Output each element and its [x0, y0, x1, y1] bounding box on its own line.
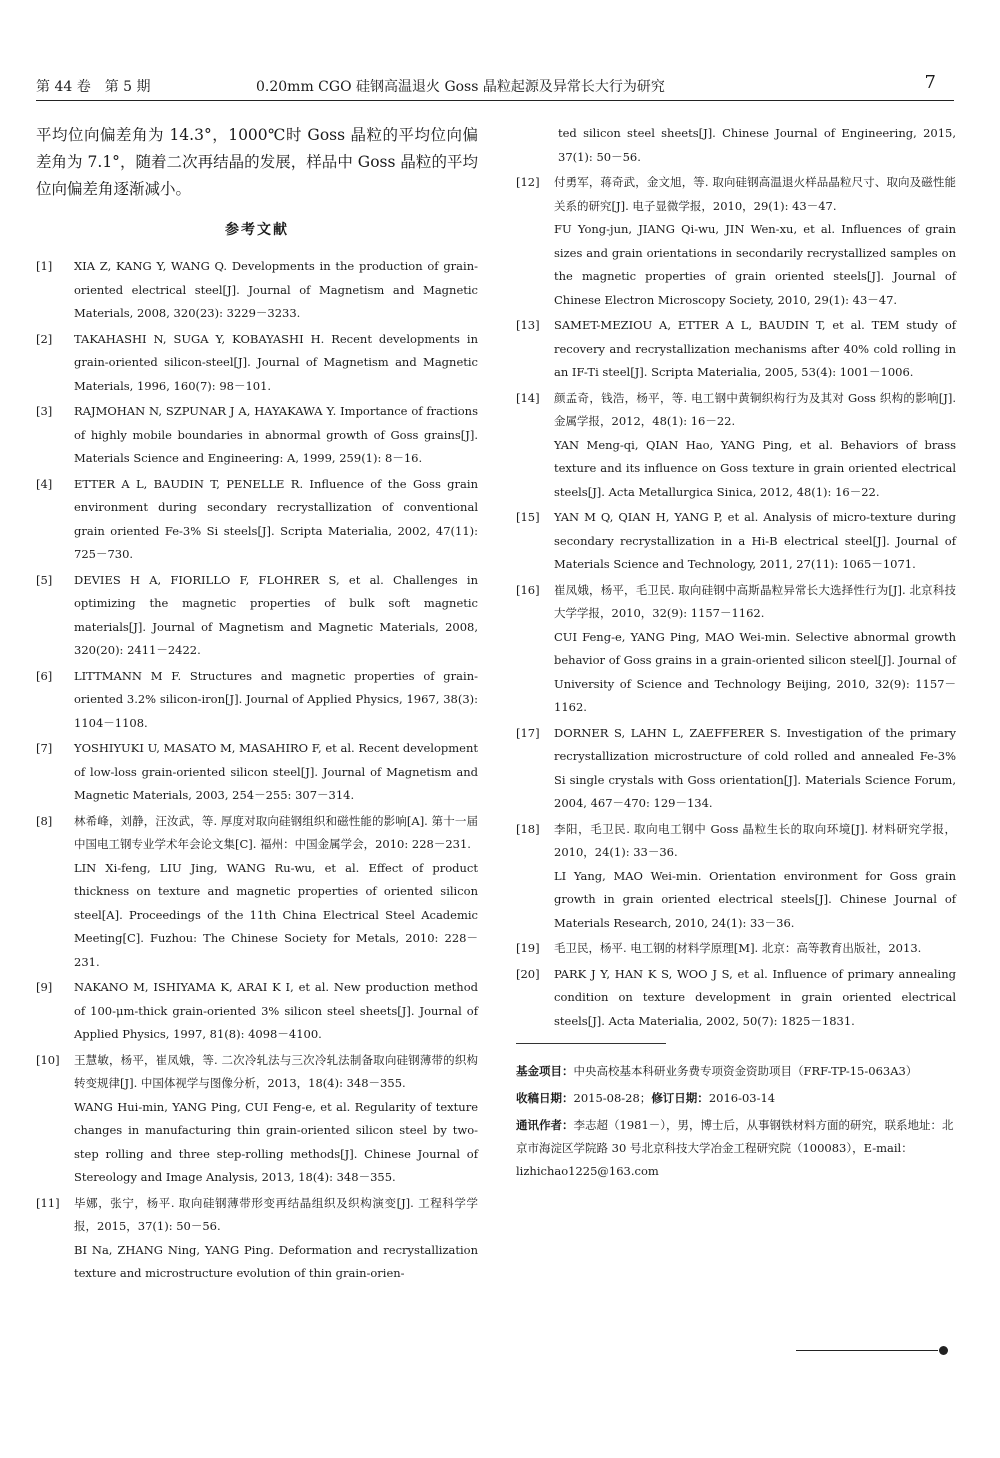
reference-number: [15]	[516, 510, 540, 524]
reference-number: [12]	[516, 175, 540, 189]
reference-item	[36, 473, 478, 567]
corresponding-text: 李志超（1981－），男，博士后，从事钢铁材料方面的研究，联系地址：北京市海淀区学院路 30 号北京科技大学冶金工程研究院（100083），E-mail：lizhichao1225@163.com	[516, 1118, 954, 1178]
reference-continuation: ted silicon steel sheets[J]. Chinese Journal of Engineering, 2015, 37(1): 50－56.	[558, 126, 956, 164]
revised-date: 2016-03-14	[708, 1091, 776, 1105]
reference-text: 李阳，毛卫民. 取向电工钢中 Goss 晶粒生长的取向环境[J]. 材料研究学报，2010，24(1): 33－36.	[554, 821, 956, 859]
reference-item	[36, 1049, 478, 1190]
reference-text: 毛卫民，杨平. 电工钢的材料学原理[M]. 北京：高等教育出版社，2013.	[554, 941, 922, 955]
references-title: 参考文献	[225, 222, 289, 238]
reference-number: [18]	[516, 821, 540, 836]
reference-item	[36, 400, 478, 471]
reference-item	[516, 579, 956, 720]
reference-text: ETTER A L, BAUDIN T, PENELLE R. Influence of the Goss grain environment during secondary recrystallization of conventional grain oriented Fe-3% Si steels[J]. Scripta Materialia, 2002, 47(11): 725－730.	[74, 476, 478, 561]
reference-number: [7]	[36, 741, 53, 755]
page-number: 7	[924, 72, 936, 93]
reference-number: [4]	[36, 476, 53, 491]
received-note	[516, 1087, 956, 1110]
reference-item	[36, 737, 478, 808]
reference-number: [17]	[516, 725, 540, 740]
reference-text-english: WANG Hui-min, YANG Ping, CUI Feng-e, et al. Regularity of texture changes in manufacturing thin grain-oriented silicon steel by two-step rolling and three step-rolling methods[J]. Chinese Journal of Stereology and Image Analysis, 2013, 18(4): 348－355.	[74, 1099, 478, 1184]
reference-text: 林希峰，刘静，汪汝武，等. 厚度对取向硅钢组织和磁性能的影响[A]. 第十一届中国电工钢专业学术年会论文集[C]. 福州：中国金属学会，2010: 228－231.	[74, 813, 478, 851]
corresponding-label: 通讯作者：	[516, 1118, 574, 1132]
reference-item	[516, 171, 956, 312]
reference-number: [8]	[36, 813, 53, 828]
reference-item	[36, 328, 478, 399]
intro-paragraph: 平均位向偏差角为 14.3°，1000℃时 Goss 晶粒的平均位向偏差角为 7.1°，随着二次再结晶的发展，样品中 Goss 晶粒的平均位向偏差角逐渐减小。	[36, 126, 478, 198]
reference-text: 毕娜，张宁，杨平. 取向硅钢薄带形变再结晶组织及织构演变[J]. 工程科学学报，2015，37(1): 50－56.	[74, 1195, 478, 1233]
reference-text-english: YAN Meng-qi, QIAN Hao, YANG Ping, et al. Behaviors of brass texture and its influence on Goss texture in grain oriented electrical steels[J]. Acta Metallurgica Sinica, 2012, 48(1): 16－22.	[554, 437, 956, 499]
reference-text-english: LI Yang, MAO Wei-min. Orientation environment for Goss grain growth in grain oriented electrical steels[J]. Chinese Journal of Materials Research, 2010, 24(1): 33－36.	[554, 868, 956, 930]
received-label: 收稿日期：	[516, 1091, 574, 1105]
footnote-divider	[516, 1043, 666, 1044]
reference-text: RAJMOHAN N, SZPUNAR J A, HAYAKAWA Y. Importance of fractions of highly mobile boundaries in abnormal growth of Goss grains[J]. Materials Science and Engineering: A, 1999, 259(1): 8－16.	[74, 404, 478, 465]
reference-number: [14]	[516, 390, 540, 405]
reference-item	[516, 963, 956, 1034]
running-title: 0.20mm CGO 硅钢高温退火 Goss 晶粒起源及异常长大行为研究	[256, 79, 665, 95]
reference-number: [6]	[36, 668, 53, 683]
reference-item	[36, 255, 478, 326]
reference-item	[516, 387, 956, 505]
reference-item	[36, 665, 478, 736]
fund-label: 基金项目：	[516, 1064, 574, 1078]
reference-text-english: FU Yong-jun, JIANG Qi-wu, JIN Wen-xu, et al. Influences of grain sizes and grain orientations in secondarily recrystallized samples on the magnetic properties of grain oriented steels[J]. Journal of Chinese Electron Microscopy Society, 2010, 29(1): 43－47.	[554, 222, 956, 307]
reference-text-english: CUI Feng-e, YANG Ping, MAO Wei-min. Selective abnormal growth behavior of Goss grains in a grain-oriented silicon steel[J]. Journal of University of Science and Technology Beijing, 2010, 32(9): 1157－1162.	[554, 629, 956, 714]
right-column	[516, 122, 956, 1183]
reference-text: 付勇军，蒋奇武，金文旭，等. 取向硅钢高温退火样品晶粒尺寸、取向及磁性能关系的研究[J]. 电子显微学报，2010，29(1): 43－47.	[554, 175, 956, 213]
reference-item	[36, 569, 478, 663]
reference-number: [3]	[36, 404, 53, 418]
reference-text: 王慧敏，杨平，崔凤娥，等. 二次冷轧法与三次冷轧法制备取向硅钢薄带的织构转变规律[J]. 中国体视学与图像分析，2013，18(4): 348－355.	[74, 1052, 478, 1090]
volume-issue: 第 44 卷 第 5 期	[36, 79, 151, 95]
reference-item	[516, 506, 956, 577]
reference-text: DORNER S, LAHN L, ZAEFFERER S. Investigation of the primary recrystallization microstructure of cold rolled and annealed Fe-3% Si single crystals with Goss orientation[J]. Materials Science Forum, 2004, 467－470: 129－134.	[554, 725, 956, 810]
reference-text: PARK J Y, HAN K S, WOO J S, et al. Influence of primary annealing condition on texture development in grain oriented electrical steels[J]. Acta Materialia, 2002, 50(7): 1825－1831.	[554, 966, 956, 1028]
reference-item	[36, 810, 478, 975]
references-list-left	[36, 255, 478, 1286]
references-list-right	[516, 171, 956, 1033]
received-date: 2015-08-28；	[573, 1091, 652, 1105]
reference-number: [20]	[516, 966, 540, 981]
end-of-article-mark	[796, 1346, 948, 1356]
reference-item	[516, 314, 956, 385]
fund-note	[516, 1060, 956, 1083]
reference-item	[36, 1192, 478, 1286]
reference-text: NAKANO M, ISHIYAMA K, ARAI K I, et al. New production method of 100-μm-thick grain-oriented 3% silicon steel sheets[J]. Journal of Applied Physics, 1997, 81(8): 4098－4100.	[74, 980, 478, 1041]
reference-number: [13]	[516, 318, 540, 332]
reference-number: [19]	[516, 941, 540, 955]
reference-text: DEVIES H A, FIORILLO F, FLOHRER S, et al. Challenges in optimizing the magnetic properties of bulk soft magnetic materials[J]. Journal of Magnetism and Magnetic Materials, 2008, 320(20): 2411－2422.	[74, 572, 478, 657]
reference-item	[516, 818, 956, 936]
reference-number: [2]	[36, 331, 53, 346]
reference-text: 颜孟奇，钱浩，杨平，等. 电工钢中黄铜织构行为及其对 Goss 织构的影响[J]. 金属学报，2012，48(1): 16－22.	[554, 390, 956, 428]
reference-number: [11]	[36, 1195, 60, 1210]
reference-number: [9]	[36, 980, 53, 994]
revised-label: 修订日期：	[651, 1091, 709, 1105]
running-header	[36, 70, 954, 101]
reference-text: YAN M Q, QIAN H, YANG P, et al. Analysis of micro-texture during secondary recrystallization in a Hi-B electrical steel[J]. Journal of Materials Science and Technology, 2011, 27(11): 1065－1071.	[554, 510, 956, 571]
reference-number: [5]	[36, 572, 53, 587]
left-column	[36, 122, 478, 1288]
reference-number: [10]	[36, 1052, 60, 1067]
reference-text: XIA Z, KANG Y, WANG Q. Developments in the production of grain-oriented electrical steel[J]. Journal of Magnetism and Magnetic Materials, 2008, 320(23): 3229－3233.	[74, 259, 478, 320]
reference-text: SAMET-MEZIOU A, ETTER A L, BAUDIN T, et al. TEM study of recovery and recrystallization mechanisms after 40% cold rolling in an IF-Ti steel[J]. Scripta Materialia, 2005, 53(4): 1001－1006.	[554, 318, 956, 379]
end-dot	[939, 1346, 948, 1355]
reference-text: LITTMANN M F. Structures and magnetic properties of grain-oriented 3.2% silicon-iron[J]. Journal of Applied Physics, 1967, 38(3): 1104－1108.	[74, 668, 478, 730]
reference-text-english: BI Na, ZHANG Ning, YANG Ping. Deformation and recrystallization texture and microstructure evolution of thin grain-orien-	[74, 1242, 478, 1280]
reference-text: 崔凤娥，杨平，毛卫民. 取向硅钢中高斯晶粒异常长大选择性行为[J]. 北京科技大学学报，2010，32(9): 1157－1162.	[554, 582, 956, 620]
reference-item	[36, 976, 478, 1047]
reference-text: YOSHIYUKI U, MASATO M, MASAHIRO F, et al. Recent development of low-loss grain-oriented silicon steel[J]. Journal of Magnetism and Magnetic Materials, 2003, 254－255: 307－314.	[74, 741, 478, 802]
reference-text-english: LIN Xi-feng, LIU Jing, WANG Ru-wu, et al. Effect of product thickness on texture and magnetic properties of oriented silicon steel[A]. Proceedings of the 11th China Electrical Steel Academic Meeting[C]. Fuzhou: The Chinese Society for Metals, 2010: 228－231.	[74, 860, 478, 969]
end-rule	[796, 1350, 938, 1351]
reference-item	[516, 937, 956, 961]
fund-text: 中央高校基本科研业务费专项资金资助项目（FRF-TP-15-063A3）	[573, 1064, 918, 1078]
reference-number: [1]	[36, 259, 53, 273]
reference-text: TAKAHASHI N, SUGA Y, KOBAYASHI H. Recent developments in grain-oriented silicon-steel[J]. Journal of Magnetism and Magnetic Materials, 1996, 160(7): 98－101.	[74, 331, 478, 393]
corresponding-author-note	[516, 1114, 956, 1183]
reference-item	[516, 722, 956, 816]
reference-number: [16]	[516, 582, 540, 597]
